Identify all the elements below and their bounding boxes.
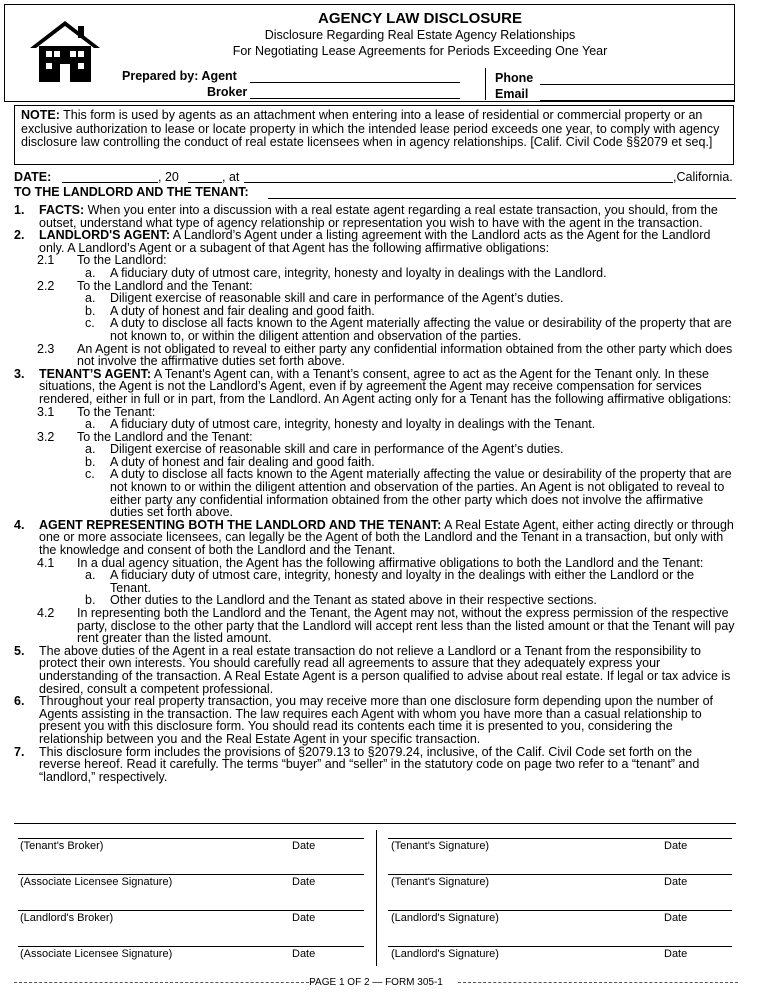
section-5: 5. The above duties of the Agent in a real estate transaction do not relieve a Landlord or a Tenant from the responsibility to protect their own interests. You should carefully read all agreements to assure that they adequately express your understanding of the transaction. A Real Estate Agent is a person qualified to advise about real estate. If legal or tax advice is desired, consult a competent professional. xyxy=(14,643,731,696)
section-1: 1. FACTS: When you enter into a discussion with a real estate agent regarding a real estate transaction, you should, from the outset, understand what type of agency relationship or representation you wish to have with the agent in the transaction. xyxy=(14,203,718,230)
sig-label-landlords-broker: (Landlord's Broker) xyxy=(20,912,114,924)
sig-line-tenant-1[interactable] xyxy=(388,838,732,839)
sig-line-landlord-1[interactable] xyxy=(388,910,732,911)
email-field[interactable] xyxy=(540,100,735,101)
section-3-2-a: a. Diligent exercise of reasonable skill and care in performance of the Agent’s duties. xyxy=(85,442,564,457)
section-2-2-c: c. A duty to disclose all facts known to the Agent materially affecting the value or desirability of the property that are not known to, or within the diligent attention and observation of the parties. xyxy=(85,316,732,343)
sig-date-label: Date xyxy=(292,840,316,852)
date-field[interactable] xyxy=(62,182,158,183)
section-2-2-b: b. A duty of honest and fair dealing and good faith. xyxy=(85,303,375,318)
section-4-1-a: a. A fiduciary duty of utmost care, integrity, honesty and loyalty in the dealings with either the Landlord or the Tenant. xyxy=(85,568,695,595)
disclosure-body xyxy=(14,204,736,783)
section-2-1: 2.1 To the Landlord: xyxy=(37,253,167,268)
section-2-3: 2.3 An Agent is not obligated to reveal to either party any confidential information obtained from the other party which does not involve the affirmative duties set forth above. xyxy=(37,341,733,369)
section-3-2-b: b. A duty of honest and fair dealing and good faith. xyxy=(85,454,375,469)
broker-field[interactable] xyxy=(250,98,460,99)
sig-label-tenant-1: (Tenant's Signature) xyxy=(391,840,490,852)
sig-line-associate-1[interactable] xyxy=(18,874,364,875)
to-line: TO THE LANDLORD AND THE TENANT: xyxy=(14,185,249,199)
sig-label-associate-2: (Associate Licensee Signature) xyxy=(20,948,173,960)
sig-label-landlord-2: (Landlord's Signature) xyxy=(391,948,499,960)
header-divider xyxy=(485,68,486,100)
note-text: This form is used by agents as an attachment when entering into a lease of residential or commercial property or an exclusive authorization to lease or locate property in which the intended lease period exceeds one year, to comply with agency disclosure law controlling the conduct of real estate licensees when in agency relationships. [Calif. Civil Code §§2079 et seq.] xyxy=(21,108,720,150)
section-4: 4. AGENT REPRESENTING BOTH THE LANDLORD AND THE TENANT: A Real Estate Agent, either acting directly or through one or more associate licensees, can legally be the Agent of both the Landlord and the Tenant in a transaction, but only with the knowledge and consent of both the Landlord and the Tenant. xyxy=(14,517,734,558)
page-footer xyxy=(14,976,738,989)
section-7: 7. This disclosure form includes the provisions of §2079.13 to §2079.24, inclusive, of the Calif. Civil Code set forth on the reverse hereof. Read it carefully. The terms “buyer” and “seller” in the statutory code on page two refer to a “tenant” and “landlord,” respectively. xyxy=(14,744,700,784)
footer-rule-left xyxy=(14,982,314,983)
sig-label-tenants-broker: (Tenant's Broker) xyxy=(20,840,104,852)
footer-rule-right xyxy=(458,982,738,983)
sig-date-label: Date xyxy=(664,912,688,924)
signature-divider xyxy=(376,830,377,966)
sig-date-label: Date xyxy=(292,948,316,960)
sig-label-tenant-2: (Tenant's Signature) xyxy=(391,876,490,888)
section-4-1: 4.1 In a dual agency situation, the Agent has the following affirmative obligations to both the Landlord and the Tenant: xyxy=(37,555,704,570)
sig-line-landlord-2[interactable] xyxy=(388,946,732,947)
page-title: AGENCY LAW DISCLOSURE xyxy=(318,10,522,27)
sig-line-tenants-broker[interactable] xyxy=(18,838,364,839)
note-label: NOTE: xyxy=(21,108,60,122)
section-3-2-c: c. A duty to disclose all facts known to the Agent materially affecting the value or desirability of the property that are not known to or within the diligent attention and observation of the parties. An Agent is not obligated to reveal to either party any confidential information obtained from the other party which does not involve the affirmative duties set forth above. xyxy=(85,467,732,520)
year-field[interactable] xyxy=(188,182,222,183)
prepared-by-label: Prepared by: Agent xyxy=(122,69,237,83)
sig-line-associate-2[interactable] xyxy=(18,946,364,947)
agent-field[interactable] xyxy=(250,82,460,83)
sig-line-landlords-broker[interactable] xyxy=(18,910,364,911)
phone-field[interactable] xyxy=(540,84,735,85)
phone-label: Phone xyxy=(495,71,534,85)
section-2-1-a: a. A fiduciary duty of utmost care, integrity, honesty and loyalty in dealings with the Landlord. xyxy=(85,265,607,280)
sig-date-label: Date xyxy=(664,876,688,888)
sig-date-label: Date xyxy=(292,876,316,888)
to-field[interactable] xyxy=(268,198,736,199)
sig-line-tenant-2[interactable] xyxy=(388,874,732,875)
sig-label-landlord-1: (Landlord's Signature) xyxy=(391,912,499,924)
section-6: 6. Throughout your real property transaction, you may receive more than one disclosure form depending upon the number of Agents assisting in the transaction. The law requires each Agent with whom you have more than a casual relationship to present you with this disclosure form. You should read its contents each time it is presented to you, considering the relationship between you and the Real Estate Agent in your specific transaction. xyxy=(14,694,713,746)
note-box xyxy=(14,105,734,165)
signature-top-rule xyxy=(14,823,736,824)
section-3-1: 3.1 To the Tenant: xyxy=(37,404,156,419)
subtitle-2: For Negotiating Lease Agreements for Periods Exceeding One Year xyxy=(232,44,608,58)
sig-date-label: Date xyxy=(292,912,316,924)
footer-text: PAGE 1 OF 2 — FORM 305-1 xyxy=(309,977,443,988)
section-2-2-a: a. Diligent exercise of reasonable skill and care in performance of the Agent’s duties. xyxy=(85,291,564,306)
sig-date-label: Date xyxy=(664,840,688,852)
location-field[interactable] xyxy=(244,182,673,183)
broker-label: Broker xyxy=(207,85,248,99)
at-label: , at xyxy=(222,170,240,184)
california-label: ,California. xyxy=(673,170,733,184)
sig-label-associate-1: (Associate Licensee Signature) xyxy=(20,876,173,888)
section-2-2: 2.2 To the Landlord and the Tenant: xyxy=(37,278,253,293)
sig-date-label: Date xyxy=(664,948,688,960)
section-4-1-b: b. Other duties to the Landlord and the Tenant as stated above in their respective sections. xyxy=(85,593,597,608)
section-2: 2. LANDLORD'S AGENT: A Landlord’s Agent under a listing agreement with the Landlord acts as the Agent for the Landlord only. A Landlord’s Agent or a subagent of that Agent has the following affirmative obligations: xyxy=(14,228,711,255)
year-prefix: , 20 xyxy=(158,170,179,184)
section-3: 3. TENANT’S AGENT: A Tenant's Agent can, with a Tenant’s consent, agree to act as the Agent for the Tenant only. In these situations, the Agent is not the Landlord’s Agent, even if by agreement the Agent may receive compensation for services rendered, either in full or in part, from the Landlord. An Agent acting only for a Tenant has the following affirmative obligations: xyxy=(14,366,732,406)
section-4-2: 4.2 In representing both the Landlord and the Tenant, the Agent may not, without the express permission of the respective party, disclose to the other party that the Landlord will accept rent less than the listed amount or that the Tenant will pay rent greater than the listed amount. xyxy=(37,606,735,646)
subtitle-1: Disclosure Regarding Real Estate Agency Relationships xyxy=(264,28,576,42)
section-3-1-a: a. A fiduciary duty of utmost care, integrity, honesty and loyalty in dealings with the Tenant. xyxy=(85,417,596,432)
section-3-2: 3.2 To the Landlord and the Tenant: xyxy=(37,429,253,444)
email-label: Email xyxy=(495,87,529,101)
date-label: DATE: xyxy=(14,170,52,184)
house-icon xyxy=(28,18,102,84)
